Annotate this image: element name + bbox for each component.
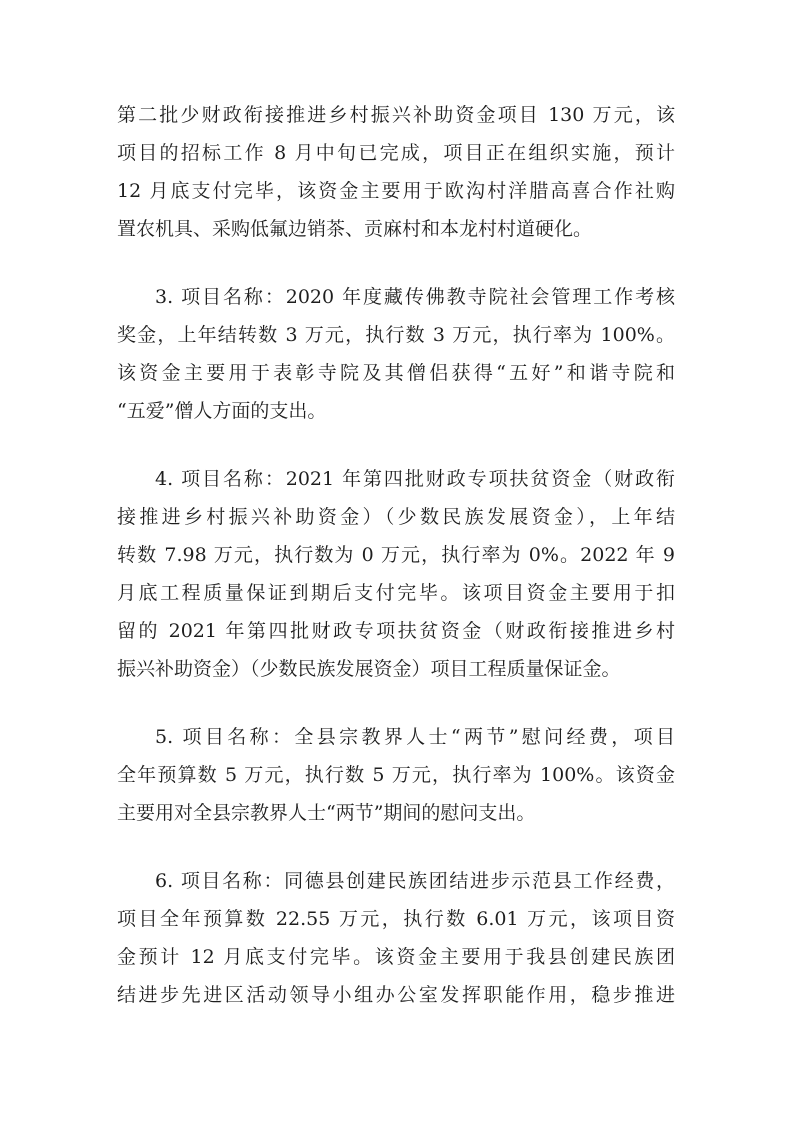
text-line: 5. 项目名称：全县宗教界人士“两节”慰问经费，项目 [155,726,675,748]
text-line: 全年预算数 5 万元，执行数 5 万元，执行率为 100%。该资金 [117,764,675,786]
text-line: 4. 项目名称：2021 年第四批财政专项扶贫资金（财政衔 [155,468,675,490]
text-line: 3. 项目名称：2020 年度藏传佛教寺院社会管理工作考核 [155,286,675,308]
document-body [117,96,675,1014]
text-line: 转数 7.98 万元，执行数为 0 万元，执行率为 0%。2022 年 9 [117,544,675,566]
text-line: 主要用对全县宗教界人士“两节”期间的慰问支出。 [117,802,536,824]
paragraph-project-2-continued [117,96,675,248]
paragraph-project-3 [117,278,675,430]
text-line: 第二批少财政衔接推进乡村振兴补助资金项目 130 万元，该 [117,104,675,126]
text-line: 留的 2021 年第四批财政专项扶贫资金（财政衔接推进乡村 [117,620,675,642]
text-line: 该资金主要用于表彰寺院及其僧侣获得“五好”和谐寺院和 [117,362,675,384]
text-line: 奖金，上年结转数 3 万元，执行数 3 万元，执行率为 100%。 [117,324,675,346]
text-line: 金预计 12 月底支付完毕。该资金主要用于我县创建民族团 [117,946,675,968]
text-line: 月底工程质量保证到期后支付完毕。该项目资金主要用于扣 [117,582,675,604]
text-line: “五爱”僧人方面的支出。 [117,400,327,422]
text-line: 12 月底支付完毕，该资金主要用于欧沟村洋腊高喜合作社购 [117,180,675,202]
text-line: 项目全年预算数 22.55 万元，执行数 6.01 万元，该项目资 [117,908,675,930]
text-line: 接推进乡村振兴补助资金）（少数民族发展资金），上年结 [117,506,675,528]
text-line: 振兴补助资金）（少数民族发展资金）项目工程质量保证金。 [117,658,621,680]
text-line: 6. 项目名称：同德县创建民族团结进步示范县工作经费， [155,870,675,892]
paragraph-project-4 [117,460,675,688]
text-line: 置农机具、采购低氟边销茶、贡麻村和本龙村村道硬化。 [117,218,593,240]
paragraph-project-5 [117,718,675,832]
text-line: 结进步先进区活动领导小组办公室发挥职能作用，稳步推进 [117,984,675,1006]
text-line: 项目的招标工作 8 月中旬已完成，项目正在组织实施，预计 [117,142,675,164]
paragraph-project-6 [117,862,675,1014]
